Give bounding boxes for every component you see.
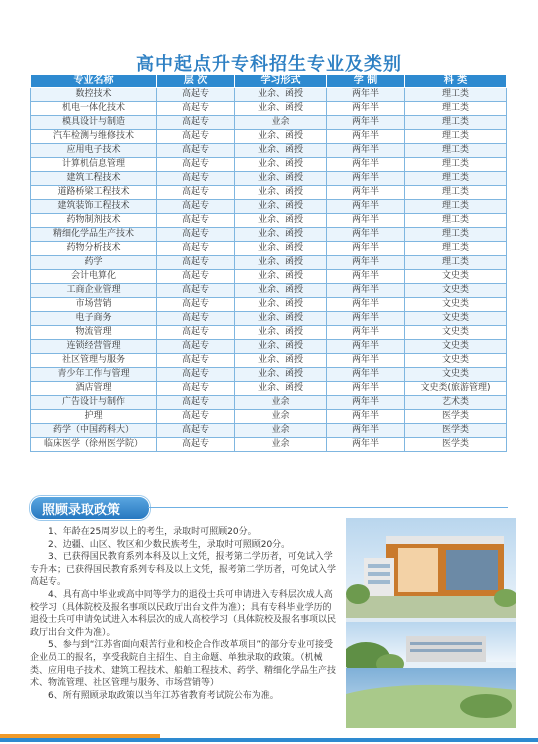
table-cell: 道路桥梁工程技术	[31, 186, 157, 200]
table-header-row	[31, 75, 507, 88]
table-cell: 两年半	[327, 242, 405, 256]
table-row	[31, 130, 507, 144]
table-cell: 模具设计与制造	[31, 116, 157, 130]
table-cell: 艺术类	[405, 396, 507, 410]
table-row	[31, 382, 507, 396]
table-row	[31, 158, 507, 172]
table-cell: 业余、函授	[235, 354, 327, 368]
table-row	[31, 242, 507, 256]
table-cell: 业余	[235, 396, 327, 410]
column-header: 专业名称	[31, 75, 157, 88]
table-cell: 计算机信息管理	[31, 158, 157, 172]
table-cell: 建筑工程技术	[31, 172, 157, 186]
table-cell: 药学（中国药科大）	[31, 424, 157, 438]
table-cell: 两年半	[327, 144, 405, 158]
table-cell: 业余、函授	[235, 298, 327, 312]
footer-bar	[0, 734, 538, 744]
table-cell: 高起专	[157, 130, 235, 144]
majors-table	[30, 74, 507, 452]
table-body	[31, 88, 507, 452]
table-cell: 两年半	[327, 340, 405, 354]
table-row	[31, 186, 507, 200]
table-row	[31, 256, 507, 270]
table-cell: 市场营销	[31, 298, 157, 312]
table-row	[31, 214, 507, 228]
table-row	[31, 284, 507, 298]
table-row	[31, 340, 507, 354]
table-cell: 机电一体化技术	[31, 102, 157, 116]
table-cell: 两年半	[327, 382, 405, 396]
table-cell: 社区管理与服务	[31, 354, 157, 368]
table-cell: 理工类	[405, 130, 507, 144]
table-cell: 药物制剂技术	[31, 214, 157, 228]
campus-illustration	[346, 518, 516, 728]
table-cell: 两年半	[327, 410, 405, 424]
table-cell: 理工类	[405, 256, 507, 270]
table-cell: 两年半	[327, 368, 405, 382]
table-cell: 应用电子技术	[31, 144, 157, 158]
table-row	[31, 88, 507, 102]
table-cell: 两年半	[327, 102, 405, 116]
footer-blue-stripe	[0, 738, 538, 742]
table-cell: 理工类	[405, 88, 507, 102]
table-cell: 文史类	[405, 312, 507, 326]
table-cell: 高起专	[157, 298, 235, 312]
table-cell: 业余、函授	[235, 88, 327, 102]
table-cell: 高起专	[157, 270, 235, 284]
policy-paragraph-1: 1、年龄在25周岁以上的考生，录取时可照顾20分。	[48, 527, 257, 537]
table-cell: 工商企业管理	[31, 284, 157, 298]
policy-paragraph-2: 2、边疆、山区、牧区和少数民族考生，录取时可照顾20分。	[48, 539, 291, 550]
table-row	[31, 410, 507, 424]
table-cell: 理工类	[405, 242, 507, 256]
column-header: 层 次	[157, 75, 235, 88]
table-cell: 两年半	[327, 88, 405, 102]
policy-paragraph-4: 4、具有高中毕业或高中同等学力的退役士兵可申请进入专科层次成人高校学习（具体院校及报名事项以民政厅出台文件为准）；具有专科毕业学历的退役士兵可申请免试进入本科层次的成人高校学习（具体院校及报名事项以民政厅出台文件为准）。	[30, 589, 337, 638]
table-cell: 文史类	[405, 340, 507, 354]
table-cell: 高起专	[157, 116, 235, 130]
table-row	[31, 354, 507, 368]
table-cell: 两年半	[327, 214, 405, 228]
footer-orange-stripe	[0, 734, 160, 738]
table-cell: 文史类	[405, 354, 507, 368]
table-cell: 会计电算化	[31, 270, 157, 284]
table-cell: 汽车检测与维修技术	[31, 130, 157, 144]
table-cell: 高起专	[157, 158, 235, 172]
table-cell: 两年半	[327, 396, 405, 410]
table-cell: 高起专	[157, 242, 235, 256]
table-cell: 理工类	[405, 172, 507, 186]
column-header: 学 制	[327, 75, 405, 88]
table-cell: 高起专	[157, 144, 235, 158]
table-cell: 业余	[235, 116, 327, 130]
table-cell: 护理	[31, 410, 157, 424]
table-cell: 精细化学品生产技术	[31, 228, 157, 242]
table-row	[31, 298, 507, 312]
table-row	[31, 312, 507, 326]
table-cell: 电子商务	[31, 312, 157, 326]
table-cell: 两年半	[327, 326, 405, 340]
table-cell: 临床医学（徐州医学院）	[31, 438, 157, 452]
table-row	[31, 270, 507, 284]
table-cell: 连锁经营管理	[31, 340, 157, 354]
table-cell: 业余、函授	[235, 368, 327, 382]
policy-text	[30, 526, 340, 702]
table-cell: 医学类	[405, 410, 507, 424]
table-cell: 理工类	[405, 228, 507, 242]
table-row	[31, 144, 507, 158]
table-cell: 药学	[31, 256, 157, 270]
majors-table-container	[30, 74, 506, 452]
table-cell: 两年半	[327, 354, 405, 368]
table-row	[31, 102, 507, 116]
page-title: 高中起点升专科招生专业及类别	[136, 54, 402, 75]
table-row	[31, 396, 507, 410]
table-row	[31, 172, 507, 186]
table-cell: 高起专	[157, 368, 235, 382]
table-cell: 文史类	[405, 298, 507, 312]
table-cell: 建筑装饰工程技术	[31, 200, 157, 214]
column-header: 学习形式	[235, 75, 327, 88]
table-cell: 两年半	[327, 256, 405, 270]
table-cell: 高起专	[157, 200, 235, 214]
table-cell: 文史类	[405, 368, 507, 382]
policy-paragraph-5: 5、参与到“江苏省面向艰苦行业和校企合作改革项目”的部分专业可接受企业员工的报名，享受我院自主招生、自主命题、单独录取的政策。（机械类、应用电子技术、建筑工程技术、船舶工程技术、药学、精细化学品生产技术、物流管理、社区管理与服务、市场营销等）	[30, 640, 337, 689]
table-cell: 两年半	[327, 438, 405, 452]
table-cell: 两年半	[327, 130, 405, 144]
table-cell: 理工类	[405, 116, 507, 130]
table-cell: 业余、函授	[235, 214, 327, 228]
table-cell: 业余	[235, 410, 327, 424]
policy-title: 照顾录取政策	[42, 503, 121, 518]
table-cell: 医学类	[405, 438, 507, 452]
table-cell: 两年半	[327, 228, 405, 242]
table-cell: 高起专	[157, 214, 235, 228]
table-cell: 高起专	[157, 382, 235, 396]
table-cell: 两年半	[327, 200, 405, 214]
table-cell: 业余、函授	[235, 186, 327, 200]
table-cell: 业余、函授	[235, 340, 327, 354]
table-row	[31, 368, 507, 382]
table-cell: 高起专	[157, 172, 235, 186]
policy-paragraph-3: 3、已获得国民教育系列本科及以上文凭，报考第二学历者，可免试入学专升本；已获得国民教育系列专科及以上文凭，报考第二学历者，可免试入学高起专。	[30, 552, 337, 588]
table-cell: 业余、函授	[235, 326, 327, 340]
table-cell: 高起专	[157, 186, 235, 200]
table-row	[31, 200, 507, 214]
table-row	[31, 424, 507, 438]
table-cell: 高起专	[157, 340, 235, 354]
table-cell: 高起专	[157, 102, 235, 116]
table-cell: 高起专	[157, 284, 235, 298]
table-cell: 业余、函授	[235, 242, 327, 256]
table-cell: 文史类	[405, 270, 507, 284]
section-divider	[148, 507, 508, 508]
table-cell: 青少年工作与管理	[31, 368, 157, 382]
table-cell: 高起专	[157, 424, 235, 438]
table-cell: 高起专	[157, 88, 235, 102]
table-cell: 两年半	[327, 158, 405, 172]
table-cell: 业余、函授	[235, 256, 327, 270]
table-cell: 理工类	[405, 200, 507, 214]
table-row	[31, 116, 507, 130]
table-cell: 高起专	[157, 256, 235, 270]
table-cell: 数控技术	[31, 88, 157, 102]
table-cell: 业余、函授	[235, 382, 327, 396]
table-cell: 两年半	[327, 284, 405, 298]
table-cell: 理工类	[405, 158, 507, 172]
table-cell: 两年半	[327, 116, 405, 130]
table-cell: 业余、函授	[235, 284, 327, 298]
table-cell: 两年半	[327, 270, 405, 284]
table-cell: 高起专	[157, 312, 235, 326]
table-cell: 高起专	[157, 228, 235, 242]
table-cell: 酒店管理	[31, 382, 157, 396]
table-cell: 高起专	[157, 326, 235, 340]
table-cell: 业余、函授	[235, 312, 327, 326]
table-cell: 业余、函授	[235, 144, 327, 158]
table-cell: 文史类	[405, 284, 507, 298]
table-cell: 两年半	[327, 312, 405, 326]
table-cell: 文史类(旅游管理)	[405, 382, 507, 396]
table-cell: 物流管理	[31, 326, 157, 340]
policy-section-header	[30, 496, 508, 520]
table-cell: 理工类	[405, 214, 507, 228]
table-cell: 两年半	[327, 424, 405, 438]
table-cell: 业余、函授	[235, 228, 327, 242]
table-cell: 文史类	[405, 326, 507, 340]
table-cell: 药物分析技术	[31, 242, 157, 256]
campus-photo	[346, 518, 516, 728]
table-cell: 理工类	[405, 102, 507, 116]
table-cell: 高起专	[157, 354, 235, 368]
table-cell: 业余、函授	[235, 130, 327, 144]
table-cell: 业余、函授	[235, 200, 327, 214]
table-cell: 广告设计与制作	[31, 396, 157, 410]
table-cell: 业余、函授	[235, 172, 327, 186]
table-cell: 业余、函授	[235, 270, 327, 284]
table-row	[31, 228, 507, 242]
table-cell: 业余	[235, 424, 327, 438]
table-cell: 医学类	[405, 424, 507, 438]
table-cell: 业余、函授	[235, 102, 327, 116]
table-cell: 两年半	[327, 298, 405, 312]
table-cell: 理工类	[405, 186, 507, 200]
column-header: 科 类	[405, 75, 507, 88]
table-cell: 两年半	[327, 172, 405, 186]
policy-paragraph-6: 6、所有照顾录取政策以当年江苏省教育考试院公布为准。	[48, 690, 279, 701]
table-cell: 高起专	[157, 438, 235, 452]
table-cell: 业余、函授	[235, 158, 327, 172]
table-row	[31, 438, 507, 452]
table-cell: 业余	[235, 438, 327, 452]
table-cell: 高起专	[157, 396, 235, 410]
table-cell: 理工类	[405, 144, 507, 158]
table-cell: 两年半	[327, 186, 405, 200]
table-row	[31, 326, 507, 340]
table-cell: 高起专	[157, 410, 235, 424]
